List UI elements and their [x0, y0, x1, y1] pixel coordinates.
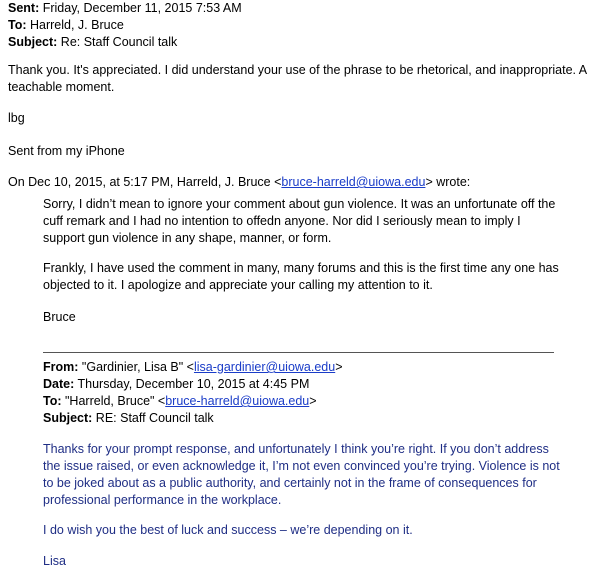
quoted-from-suffix: >	[335, 360, 343, 374]
quoted-to	[43, 393, 317, 410]
bruce-p1-line-1: Sorry, I didn’t mean to ignore your comment about gun violence. It was an unfortunate off the	[43, 197, 556, 211]
lisa-p2: I do wish you the best of luck and success – we’re depending on it.	[43, 523, 413, 537]
sent-label: Sent:	[8, 1, 40, 15]
quoted-from-name: "Gardinier, Lisa B" <	[81, 360, 194, 374]
lisa-p1-line-4: professional performance in the workplace.	[43, 493, 282, 507]
sent-value: Friday, December 11, 2015 7:53 AM	[42, 1, 242, 15]
bruce-p1-line-3: support gun violence in any shape, manner, or form.	[43, 231, 332, 245]
bruce-p2-line-1: Frankly, I have used the comment in many, many forums and this is the first time any one has	[43, 261, 559, 275]
quoted-subject-value: RE: Staff Council talk	[95, 411, 214, 425]
quote-divider	[43, 352, 554, 353]
lisa-p1-line-2: the issue raised, or even acknowledge it, I’m not even convinced you’re trying. Violence is not	[43, 459, 560, 473]
on-wrote-email-link[interactable]: bruce-harreld@uiowa.edu	[281, 175, 426, 189]
quoted-date-label: Date:	[43, 377, 75, 391]
on-wrote-prefix: On Dec 10, 2015, at 5:17 PM, Harreld, J. Bruce <	[8, 175, 282, 189]
header-subject	[8, 34, 177, 51]
quoted-date-value: Thursday, December 10, 2015 at 4:45 PM	[77, 377, 310, 391]
quoted-subject-label: Subject:	[43, 411, 93, 425]
header-to	[8, 17, 124, 34]
quoted-to-label: To:	[43, 394, 62, 408]
bruce-p2-line-2: objected to it. I apologize and appreciate your calling my attention to it.	[43, 278, 433, 292]
subject-label: Subject:	[8, 35, 58, 49]
quoted-subject	[43, 410, 214, 427]
quoted-to-name: "Harreld, Bruce" <	[65, 394, 166, 408]
reply-line-2: teachable moment.	[8, 80, 115, 94]
header-sent	[8, 0, 242, 17]
bruce-signature: Bruce	[43, 310, 76, 324]
subject-value: Re: Staff Council talk	[60, 35, 178, 49]
bruce-p1-line-2: cuff remark and I had no intention to offedn anyone. Nor did I seriously mean to imply I	[43, 214, 521, 228]
quoted-to-email-link[interactable]: bruce-harreld@uiowa.edu	[165, 394, 310, 408]
lisa-p1-line-3: to be joked about as a public authority, and certainly not in the frame of consequences for	[43, 476, 537, 490]
quoted-date	[43, 376, 309, 393]
lisa-p1-line-1: Thanks for your prompt response, and unfortunately I think you’re right. If you don’t address	[43, 442, 549, 456]
quoted-from-label: From:	[43, 360, 79, 374]
quoted-to-suffix: >	[309, 394, 317, 408]
to-value: Harreld, J. Bruce	[30, 18, 124, 32]
on-wrote-suffix: > wrote:	[425, 175, 471, 189]
quoted-from	[43, 359, 343, 376]
quoted-from-email-link[interactable]: lisa-gardinier@uiowa.edu	[193, 360, 336, 374]
reply-line-1: Thank you. It's appreciated. I did understand your use of the phrase to be rhetorical, and inappropriate. A	[8, 63, 588, 77]
to-label: To:	[8, 18, 27, 32]
sent-from-iphone: Sent from my iPhone	[8, 144, 125, 158]
on-wrote-line	[8, 174, 470, 191]
reply-signature: lbg	[8, 111, 25, 125]
lisa-signature: Lisa	[43, 554, 66, 568]
